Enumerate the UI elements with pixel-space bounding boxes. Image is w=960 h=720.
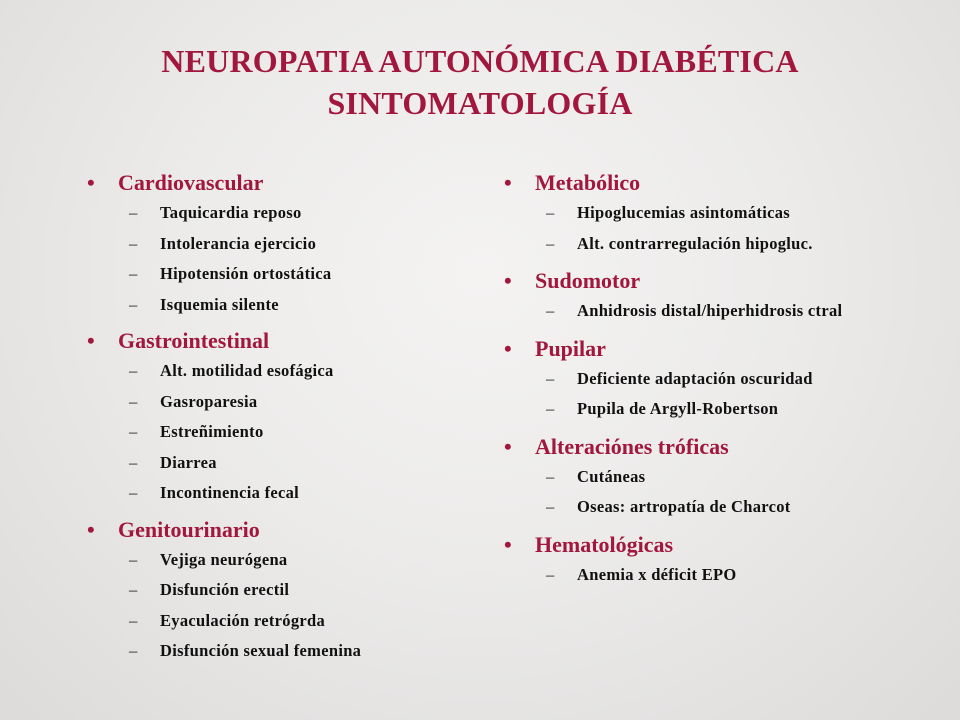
list-item-text: Pupila de Argyll-Robertson — [577, 399, 779, 418]
category-group-alteraciones-troficas — [504, 432, 944, 523]
list-item-text: Gasroparesia — [160, 391, 258, 411]
category-group-genitourinario — [87, 515, 487, 667]
list-item — [87, 290, 487, 321]
category-label: Genitourinario — [118, 516, 260, 542]
symptom-list — [504, 198, 944, 259]
category-heading — [87, 515, 487, 545]
symptom-list — [504, 364, 944, 425]
symptom-list — [504, 560, 944, 591]
dash-icon: – — [129, 422, 138, 441]
list-item-text: Diarrea — [160, 452, 217, 472]
list-item — [87, 387, 487, 418]
category-heading — [504, 530, 944, 560]
dash-icon: – — [546, 564, 555, 584]
list-item-text: Hipotensión ortostática — [160, 264, 332, 283]
category-heading — [504, 266, 944, 296]
dash-icon: – — [129, 549, 138, 569]
category-label: Hematológicas — [535, 531, 674, 557]
list-item-text: Anhidrosis distal/hiperhidrosis ctral — [577, 301, 843, 320]
list-item-text: Alt. contrarregulación hipogluc. — [577, 233, 813, 253]
dash-icon: – — [129, 452, 138, 472]
dash-icon: – — [546, 301, 555, 320]
list-item-text: Taquicardia reposo — [160, 203, 302, 222]
list-item — [87, 545, 487, 576]
list-item — [504, 364, 944, 395]
dash-icon: – — [129, 203, 138, 222]
category-label: Gastrointestinal — [118, 328, 270, 353]
category-group-pupilar — [504, 334, 944, 425]
list-item-text: Intolerancia ejercicio — [160, 233, 317, 253]
dash-icon: – — [546, 368, 555, 388]
dash-icon: – — [546, 203, 555, 222]
list-item — [504, 198, 944, 229]
list-item — [87, 478, 487, 509]
bullet-icon: • — [87, 516, 95, 542]
title-line-1: NEUROPATIA AUTONÓMICA DIABÉTICA — [161, 43, 799, 79]
symptom-list — [504, 296, 944, 327]
category-group-cardiovascular — [87, 168, 487, 320]
symptom-list — [504, 462, 944, 523]
dash-icon: – — [546, 233, 555, 253]
category-heading — [87, 168, 487, 198]
page-title — [0, 40, 960, 124]
category-label: Pupilar — [535, 335, 606, 361]
list-item — [87, 417, 487, 448]
category-label: Alteraciónes tróficas — [535, 433, 729, 459]
category-group-gastrointestinal — [87, 326, 487, 509]
list-item — [504, 462, 944, 493]
dash-icon: – — [546, 497, 555, 516]
category-heading — [87, 326, 487, 356]
list-item — [87, 259, 487, 290]
list-item — [504, 560, 944, 591]
list-item — [87, 356, 487, 387]
right-column — [504, 168, 944, 597]
list-item-text: Incontinencia fecal — [160, 483, 300, 502]
dash-icon: – — [129, 610, 138, 630]
list-item — [87, 636, 487, 667]
list-item — [504, 296, 944, 327]
category-label: Cardiovascular — [118, 170, 264, 195]
list-item — [87, 606, 487, 637]
dash-icon: – — [129, 483, 138, 502]
list-item — [504, 492, 944, 523]
dash-icon: – — [129, 233, 138, 253]
list-item — [87, 448, 487, 479]
list-item — [87, 198, 487, 229]
dash-icon: – — [129, 391, 138, 411]
category-group-metabolico — [504, 168, 944, 259]
list-item-text: Anemia x déficit EPO — [577, 564, 737, 584]
list-item-text: Cutáneas — [577, 466, 646, 486]
bullet-icon: • — [87, 170, 95, 195]
list-item-text: Alt. motilidad esofágica — [160, 361, 334, 380]
dash-icon: – — [129, 580, 138, 599]
dash-icon: – — [129, 264, 138, 283]
bullet-icon: • — [504, 531, 512, 557]
list-item — [504, 229, 944, 260]
list-item-text: Isquemia silente — [160, 294, 279, 314]
symptom-list — [87, 356, 487, 509]
category-label: Metabólico — [535, 170, 641, 195]
bullet-icon: • — [504, 268, 512, 293]
list-item-text: Disfunción erectil — [160, 580, 290, 599]
list-item — [87, 229, 487, 260]
category-group-hematologicas — [504, 530, 944, 591]
title-line-2: SINTOMATOLOGÍA — [327, 85, 633, 121]
list-item-text: Eyaculación retrógrda — [160, 610, 326, 630]
list-item-text: Estreñimiento — [160, 422, 264, 441]
category-label: Sudomotor — [535, 268, 641, 293]
left-column — [87, 168, 487, 673]
dash-icon: – — [129, 361, 138, 380]
bullet-icon: • — [504, 433, 512, 459]
dash-icon: – — [546, 466, 555, 486]
category-heading — [504, 168, 944, 198]
dash-icon: – — [129, 294, 138, 314]
symptom-list — [87, 545, 487, 667]
bullet-icon: • — [87, 328, 95, 353]
list-item-text: Disfunción sexual femenina — [160, 641, 362, 660]
bullet-icon: • — [504, 170, 512, 195]
list-item-text: Vejiga neurógena — [160, 549, 288, 569]
list-item-text: Hipoglucemias asintomáticas — [577, 203, 790, 222]
list-item-text: Deficiente adaptación oscuridad — [577, 368, 813, 388]
list-item — [504, 394, 944, 425]
bullet-icon: • — [504, 335, 512, 361]
list-item — [87, 575, 487, 606]
category-group-sudomotor — [504, 266, 944, 327]
list-item-text: Oseas: artropatía de Charcot — [577, 497, 791, 516]
symptom-list — [87, 198, 487, 320]
category-heading — [504, 334, 944, 364]
dash-icon: – — [546, 399, 555, 418]
dash-icon: – — [129, 641, 138, 660]
category-heading — [504, 432, 944, 462]
